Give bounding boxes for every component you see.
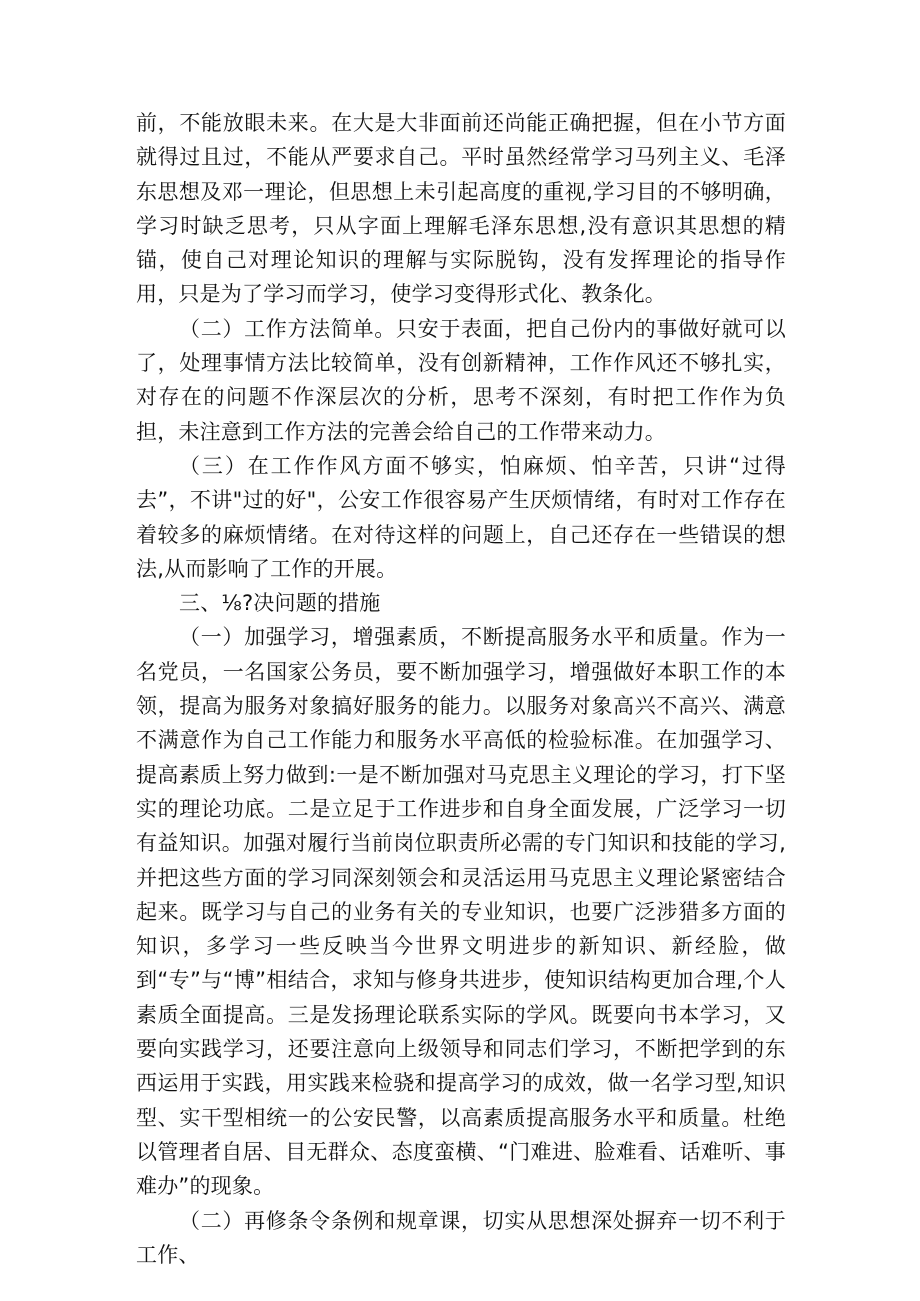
section-heading-measures: 三、⅛?决问题的措施 (179, 591, 381, 616)
paragraph-strengthen-study: （一）加强学习，增强素质，不断提高服务水平和质量。作为一名党员，一名国家公务员，要不断加强学习，增强做好本职工作的本领，提高为服务对象搞好服务的能力。以服务对象高兴不高兴、满意不满意作为自己工作能力和服务水平高低的检验标准。在加强学习、提高素质上努力做到:一是不断加强对马克思主义理论的学习，打下坚实的理论功底。二是立足于工作进步和自身全面发展，广泛学习一切有益知识。加强对履行当前岗位职责所必需的专门知识和技能的学习,并把这些方面的学习同深刻领会和灵活运用马克思主义理论紧密结合起来。既学习与自己的业务有关的专业知识，也要广泛涉猎多方面的知识，多学习一些反映当今世界文明进步的新知识、新经脸，做到“专”与“博”相结合，求知与修身共进步，使知识结构更加合理,个人素质全面提高。三是发扬理论联系实际的学风。既要向书本学习，又要向实践学习，还要注意向上级领导和同志们学习，不断把学到的东西运用于实践，用实践来检骁和提高学习的成效，做一名学习型,知识型、实干型相统一的公安民警，以高素质提高服务水平和质量。杜绝以管理者自居、目无群众、态度蛮横、“门难进、脸难看、话难听、事难办”的现象。 (136, 625, 786, 1199)
paragraph-work-method: （二）工作方法简单。只安于表面，把自己份内的事做好就可以了，处理事情方法比较简单，没有创新精神，工作作风还不够扎实，对存在的问题不作深层次的分析，思考不深刻，有时把工作作为负担，未注意到工作方法的完善会给自己的工作带来动力。 (136, 316, 786, 444)
paragraph-work-style: （三）在工作作风方面不够实，怕麻烦、怕辛苦，只讲“过得去”，不讲"过的好"，公安工作很容易产生厌烦情绪，有时对工作存在着较多的麻烦情绪。在对待这样的问题上，自己还存在一些错误的想法,从而影响了工作的开展。 (136, 453, 786, 581)
document-body (136, 106, 786, 1272)
paragraph-regulations: （二）再修条令条例和规章课，切实从思想深处摒弃一切不利于工作、 (136, 1208, 786, 1267)
paragraph-continuation: 前，不能放眼未来。在大是大非面前还尚能正确把握，但在小节方面就得过且过，不能从严要求自己。平时虽然经常学习马列主义、毛泽东思想及邓一理论，但思想上未引起高度的重视,学习目的不够明确，学习时缺乏思考，只从字面上理解毛泽东思想,没有意识其思想的精锚，使自己对理论知识的理解与实际脱钩，没有发挥理论的指导作用，只是为了学习而学习，使学习变得形式化、教条化。 (136, 111, 786, 307)
